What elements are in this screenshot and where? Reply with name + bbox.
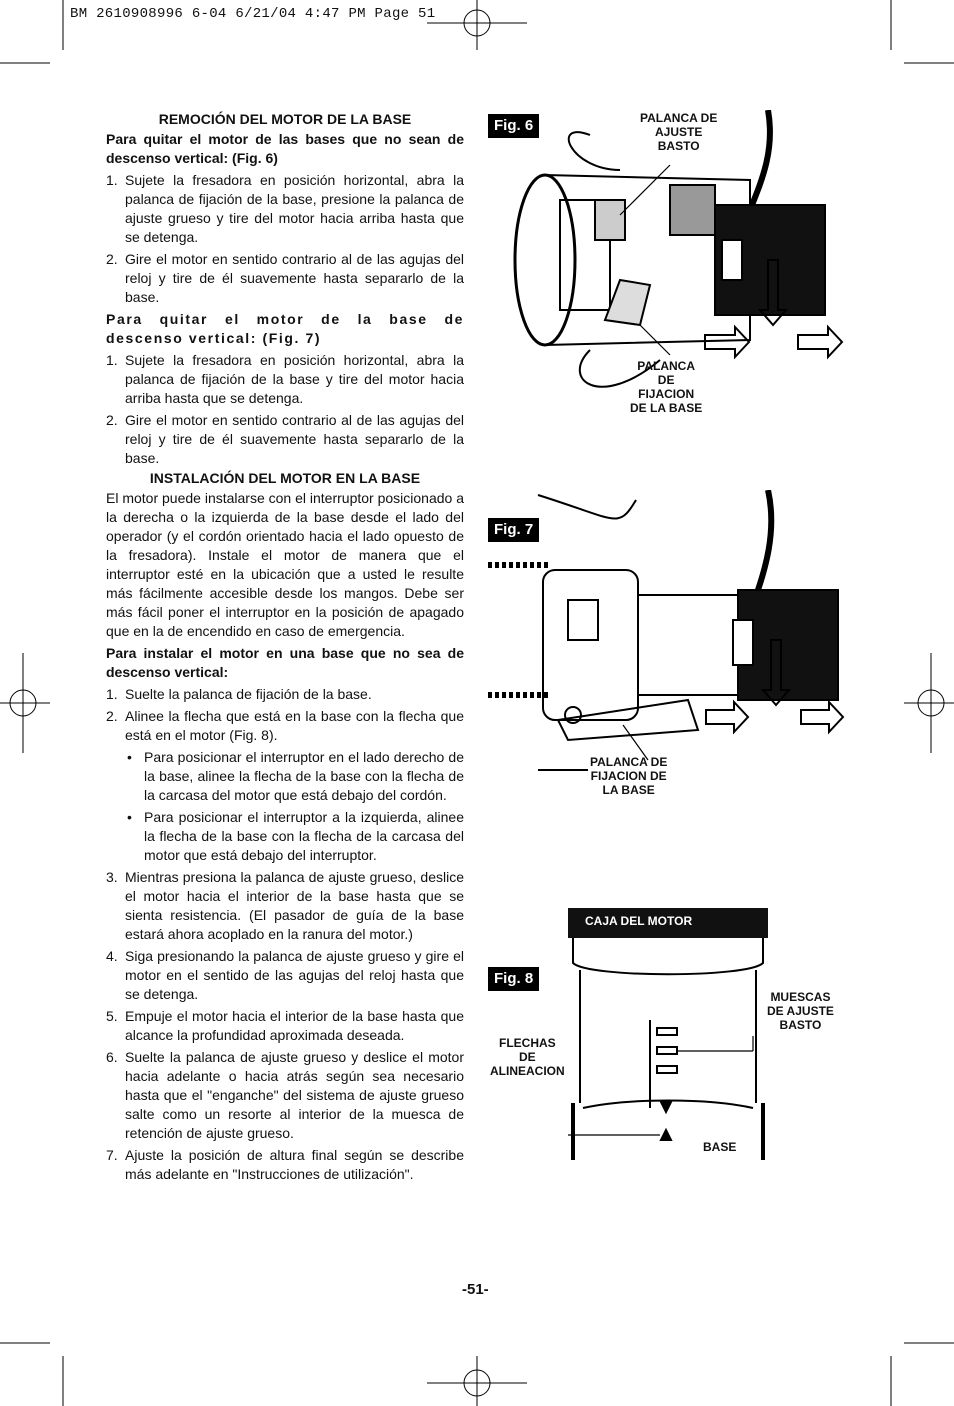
fig6-tag: Fig. 6 <box>488 114 539 138</box>
print-slug: BM 2610908996 6-04 6/21/04 4:47 PM Page 51 <box>70 6 436 22</box>
text-column <box>106 110 464 1184</box>
list-item: 2. Alinee la flecha que está en la base con la flecha que está en el motor (Fig. 8). <box>106 708 464 743</box>
heading-install: INSTALACIÓN DEL MOTOR EN LA BASE <box>149 470 421 486</box>
fig7-plunge-router-illustration <box>488 490 848 790</box>
fig8-label-coarse-notches: MUESCAS DE AJUSTE BASTO <box>767 990 834 1032</box>
fig7-label-base-lock-lever: PALANCA DE FIJACION DE LA BASE <box>590 755 668 797</box>
list-item: 2. Gire el motor en sentido contrario al de las agujas del reloj y tire de él suavemente hasta separarlo de la base. <box>106 251 464 305</box>
fig6-router-illustration <box>500 110 850 400</box>
fig6-label-base-lock-lever: PALANCA DE FIJACION DE LA BASE <box>630 359 703 415</box>
fig8-motor-base-illustration <box>568 908 768 1164</box>
fig7-tag: Fig. 7 <box>488 518 539 542</box>
page-number: -51- <box>462 1281 489 1298</box>
fig8-label-motor-housing: CAJA DEL MOTOR <box>585 914 693 928</box>
list-item: 6. Suelte la palanca de ajuste grueso y deslice el motor hacia adelante o hacia atrás según sea necesario hasta que el "enganche" del sistema de ajuste grueso salte como un resorte al interior de la muesca de retención de ajuste grueso. <box>106 1049 464 1141</box>
subheading-plunge-removal: Para quitar el motor de la base de descenso vertical: (Fig. 7) <box>106 311 464 346</box>
subheading-non-plunge-install: Para instalar el motor en una base que no sea de descenso vertical: <box>106 645 464 680</box>
list-item: 4. Siga presionando la palanca de ajuste grueso y gire el motor en el sentido de las agujas del reloj hasta que se detenga. <box>106 948 464 1002</box>
list-item: 1. Sujete la fresadora en posición horizontal, abra la palanca de fijación de la base, presione la palanca de ajuste grueso y tire del motor hacia arriba hasta que se detenga. <box>106 172 464 245</box>
list-item: 1. Sujete la fresadora en posición horizontal, abra la palanca de fijación de la base y tire del motor hacia arriba hasta que se detenga. <box>106 352 464 406</box>
bullet-item: • Para posicionar el interruptor en el lado derecho de la base, alinee la flecha de la base con la flecha de la carcasa del motor que está debajo del cordón. <box>127 749 464 803</box>
heading-removal: REMOCIÓN DEL MOTOR DE LA BASE <box>158 111 412 127</box>
fig6-label-coarse-lever: PALANCA DE AJUSTE BASTO <box>640 111 718 153</box>
list-item: 7. Ajuste la posición de altura final según se describe más adelante en "Instrucciones de utilización". <box>106 1147 464 1182</box>
subheading-non-plunge-removal: Para quitar el motor de las bases que no sean de descenso vertical: (Fig. 6) <box>106 131 464 166</box>
fig8-label-base: BASE <box>703 1140 737 1154</box>
fig8-label-alignment-arrows: FLECHAS DE ALINEACION <box>490 1036 565 1078</box>
fig8-tag: Fig. 8 <box>488 967 539 991</box>
bullet-item: • Para posicionar el interruptor a la izquierda, alinee la flecha de la base con la flecha de la carcasa del motor que está debajo del interruptor. <box>127 809 464 863</box>
list-item: 1. Suelte la palanca de fijación de la base. <box>106 686 372 702</box>
install-paragraph: El motor puede instalarse con el interruptor posicionado a la derecha o la izquierda de la base desde el lado del operador (y el cordón orientado hacia el lado opuesto de la fresadora). Instale el motor de manera que el interruptor esté en la ubicación que a usted le resulte más fácilmente accesible desde los mangos. Debe ser más fácil poner el interruptor en la posición de apagado que en la de encendido en caso de emergencia. <box>106 490 464 639</box>
list-item: 2. Gire el motor en sentido contrario al de las agujas del reloj y tire de él suavemente hasta separarlo de la base. <box>106 412 464 466</box>
list-item: 3. Mientras presiona la palanca de ajuste grueso, deslice el motor hacia el interior de la base hasta que se sienta resistencia. (El pasador de guía de la base estará ahora acoplado en la ranura del motor.) <box>106 869 464 942</box>
list-item: 5. Empuje el motor hacia el interior de la base hasta que alcance la profundidad aproximada deseada. <box>106 1008 464 1043</box>
